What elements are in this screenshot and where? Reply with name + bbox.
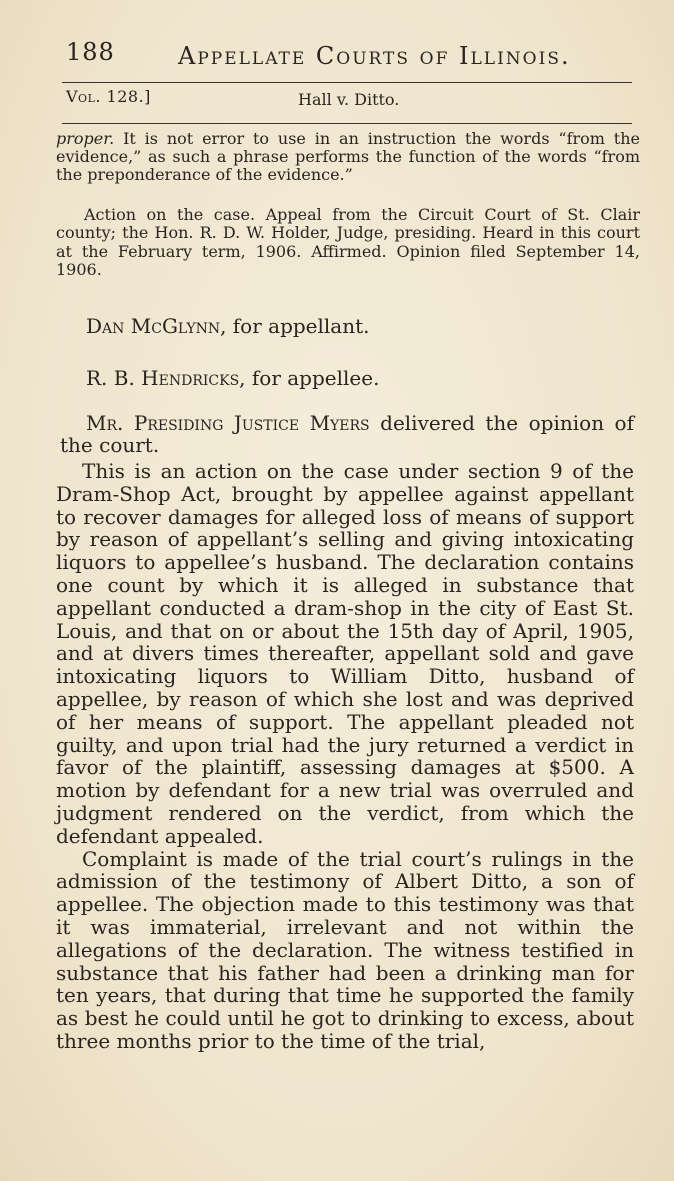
appellee-counsel-role: for appellee. bbox=[251, 366, 380, 390]
opinion-intro-rest: delivered the opinion of the court. bbox=[60, 411, 634, 457]
appellee-counsel-name: R. B. Hendricks, bbox=[86, 366, 246, 390]
opinion-justice: Mr. Presiding Justice Myers bbox=[86, 411, 370, 435]
case-subheader bbox=[62, 82, 632, 124]
syllabus-text: It is not error to use in an instruction the words “from the evidence,” as such a phrase performs the function of the words “from the preponderance of the evidence.” bbox=[56, 129, 640, 185]
syllabus-first-word: proper. bbox=[56, 129, 115, 148]
opinion-paragraph-2: Complaint is made of the trial court’s rulings in the admission of the testimony of Albert Ditto, a son of appellee. The objection made to this testimony was that it was immaterial, irrelevant and not within the allegations of the declaration. The witness testified in substance that his father had been a drinking man for ten years, that during that time he supported the family as best he could until he got to drinking to excess, about three months prior to the time of the trial, bbox=[56, 846, 634, 1053]
appellant-counsel bbox=[86, 314, 370, 338]
opinion-paragraph-1: This is an action on the case under section 9 of the Dram-Shop Act, brought by appellee against appellant to recover damages for alleged loss of means of support by reason of appellant’s selling and giving intoxicating liquors to appellee’s husband. The declaration contains one count by which it is alleged in substance that appellant conducted a dram-shop in the city of East St. Louis, and that on or about the 15th day of April, 1905, and at divers times thereafter, appellant sold and gave intoxicating liquors to William Ditto, husband of appellee, by reason of which she lost and was deprived of her means of support. The appellant pleaded not guilty, and upon trial had the jury returned a verdict in favor of the plaintiff, assessing damages at $500. A motion by defendant for a new trial was overruled and judgment rendered on the verdict, from which the defendant appealed. bbox=[56, 459, 634, 848]
appellant-counsel-name: Dan McGlynn, bbox=[86, 314, 227, 338]
page-number: 188 bbox=[66, 38, 115, 66]
case-statement: Action on the case. Appeal from the Circuit Court of St. Clair county; the Hon. R. D. W. Holder, Judge, presiding. Heard in this court at the February term, 1906. Affirmed. Opinion filed September 14, 1906. bbox=[56, 205, 640, 280]
volume-label: Vol. 128.] bbox=[66, 87, 151, 106]
appellant-counsel-role: for appellant. bbox=[232, 314, 370, 338]
page-header bbox=[66, 38, 634, 78]
opinion-body bbox=[56, 460, 634, 1053]
opinion-intro bbox=[60, 412, 634, 456]
syllabus-paragraph bbox=[56, 130, 640, 185]
appellee-counsel bbox=[86, 366, 379, 390]
case-name: Hall v. Ditto. bbox=[298, 90, 400, 109]
running-title: Appellate Courts of Illinois. bbox=[178, 42, 571, 70]
